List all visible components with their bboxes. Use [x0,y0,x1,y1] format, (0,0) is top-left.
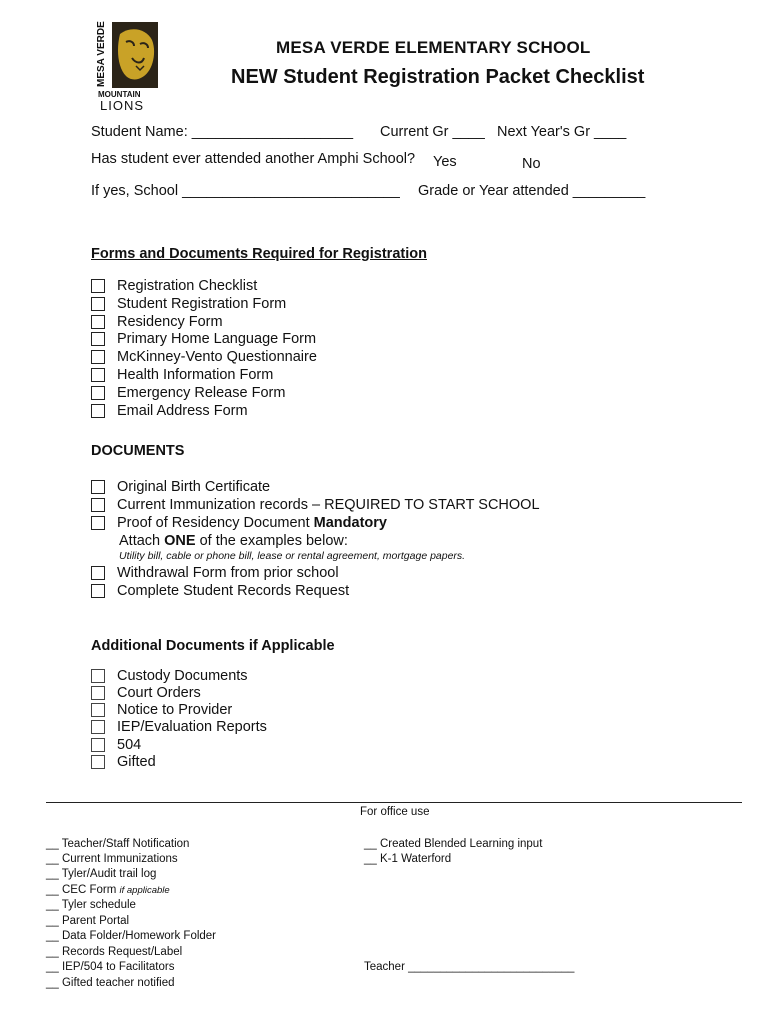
cec-note: if applicable [119,885,170,896]
checkbox[interactable] [91,669,105,683]
office-item: __ Gifted teacher notified [46,977,175,989]
residency-examples: Utility bill, cable or phone bill, lease or rental agreement, mortgage papers. [119,550,466,562]
logo-vertical-text: MESA VERDE [96,21,107,87]
checkbox[interactable] [91,498,105,512]
checkbox[interactable] [91,315,105,329]
checkbox[interactable] [91,386,105,400]
checkbox[interactable] [91,279,105,293]
checklist-item[interactable]: Health Information Form [91,367,273,383]
additional-item[interactable]: Gifted [91,754,156,770]
checklist-item[interactable]: McKinney-Vento Questionnaire [91,349,317,365]
additional-item[interactable]: Court Orders [91,685,201,701]
checkbox[interactable] [91,480,105,494]
checkbox[interactable] [91,720,105,734]
no-option[interactable]: No [522,156,541,172]
office-item: __ Tyler schedule [46,899,136,911]
document-item[interactable]: Original Birth Certificate [91,479,270,495]
additional-heading: Additional Documents if Applicable [91,638,335,654]
additional-item[interactable]: IEP/Evaluation Reports [91,719,267,735]
attach-one-note: Attach ONE of the examples below: [119,533,348,549]
checkbox[interactable] [91,332,105,346]
school-name: MESA VERDE ELEMENTARY SCHOOL [276,38,591,57]
checklist-item[interactable]: Student Registration Form [91,296,286,312]
document-item[interactable]: Proof of Residency Document Mandatory [91,515,387,531]
school-logo [96,20,162,114]
checkbox[interactable] [91,686,105,700]
grade-attended-field[interactable]: Grade or Year attended _________ [418,183,646,199]
additional-item[interactable]: Notice to Provider [91,702,232,718]
office-item: __ Parent Portal [46,915,130,927]
yes-option[interactable]: Yes [433,154,457,170]
teacher-field[interactable]: Teacher __________________________ [364,961,575,973]
student-name-field[interactable]: Student Name: ____________________ [91,124,354,140]
office-item: __ Records Request/Label [46,946,183,958]
additional-item[interactable]: 504 [91,737,141,753]
document-item[interactable]: Complete Student Records Request [91,583,349,599]
checkbox[interactable] [91,738,105,752]
checkbox[interactable] [91,755,105,769]
office-item: __ Tyler/Audit trail log [46,868,157,880]
checkbox[interactable] [91,297,105,311]
checklist-item[interactable]: Primary Home Language Form [91,331,316,347]
office-item: __ Created Blended Learning input [364,838,543,850]
office-item: __ K-1 Waterford [364,853,452,865]
divider-line [46,802,742,803]
documents-heading: DOCUMENTS [91,443,185,459]
mandatory-label: Mandatory [313,515,387,531]
next-year-grade-field[interactable]: Next Year's Gr ____ [497,124,627,140]
checklist-item[interactable]: Email Address Form [91,403,248,419]
checklist-item[interactable]: Emergency Release Form [91,385,285,401]
logo-lions-text: LIONS [100,98,145,113]
attended-question: Has student ever attended another Amphi School? [91,151,416,167]
office-use-heading: For office use [360,806,430,818]
office-item: __ Teacher/Staff Notification [46,838,190,850]
checklist-item[interactable]: Registration Checklist [91,278,257,294]
checkbox[interactable] [91,516,105,530]
office-item: __ CEC Form if applicable [46,884,170,896]
page-title: NEW Student Registration Packet Checklist [231,66,645,88]
document-item[interactable]: Current Immunization records – REQUIRED TO START SCHOOL [91,497,540,513]
checkbox[interactable] [91,584,105,598]
checkbox[interactable] [91,703,105,717]
checkbox[interactable] [91,368,105,382]
checkbox[interactable] [91,350,105,364]
current-grade-field[interactable]: Current Gr ____ [380,124,485,140]
document-item[interactable]: Withdrawal Form from prior school [91,565,339,581]
previous-school-field[interactable]: If yes, School ___________________________ [91,183,400,199]
office-item: __ Data Folder/Homework Folder [46,930,217,942]
forms-heading: Forms and Documents Required for Registration [91,246,427,262]
checkbox[interactable] [91,566,105,580]
additional-item[interactable]: Custody Documents [91,668,248,684]
logo-mountain-text: MOUNTAIN [98,90,141,99]
checklist-item[interactable]: Residency Form [91,314,223,330]
office-item: __ Current Immunizations [46,853,178,865]
checkbox[interactable] [91,404,105,418]
office-item: __ IEP/504 to Facilitators [46,961,175,973]
